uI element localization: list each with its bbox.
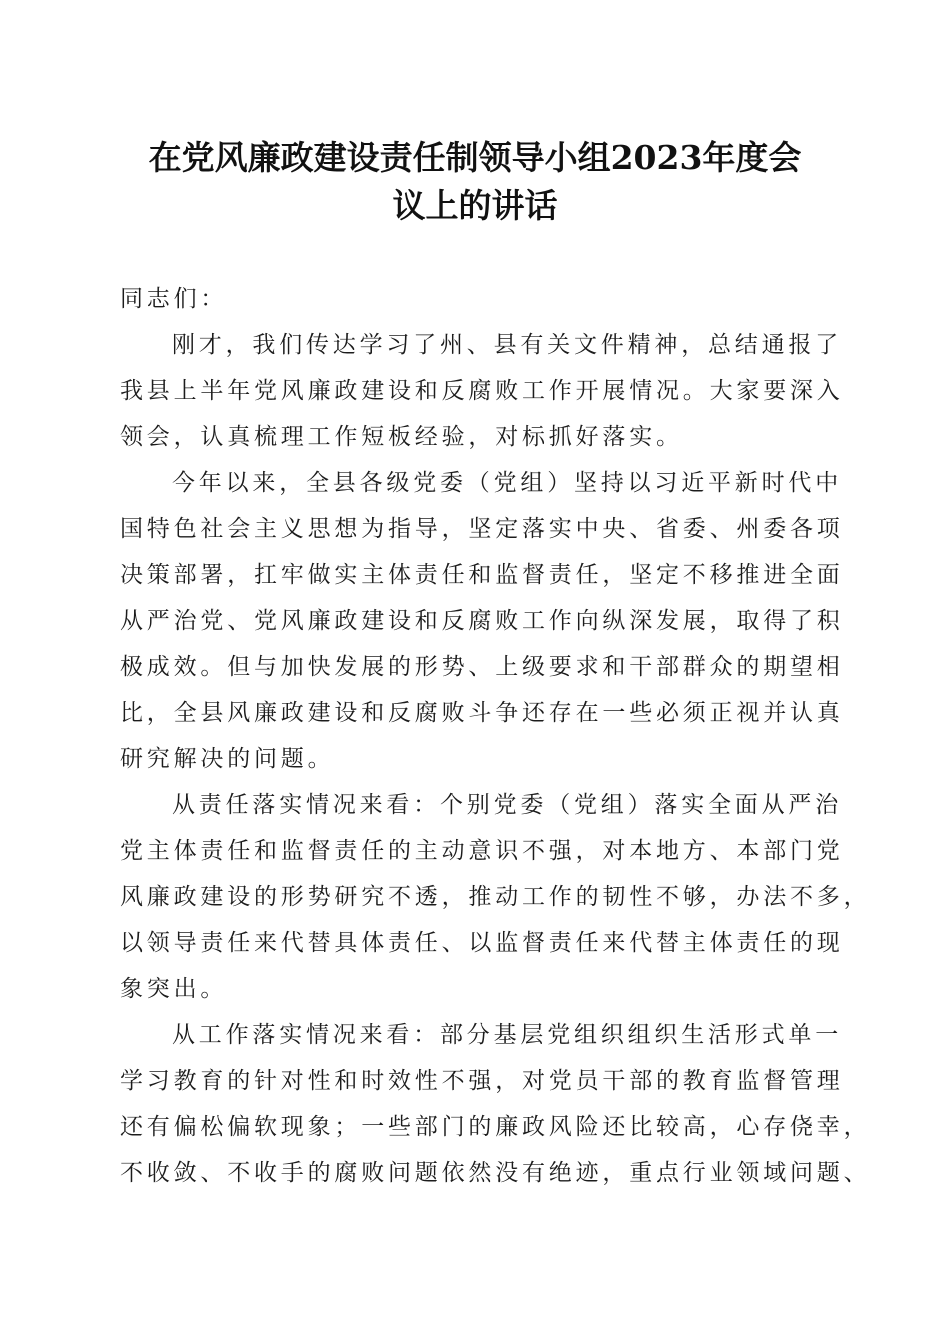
paragraph-line: 还有偏松偏软现象；一些部门的廉政风险还比较高，心存侥幸， xyxy=(120,1114,871,1140)
paragraph-line: 领会，认真梳理工作短板经验，对标抓好落实。 xyxy=(120,424,683,450)
paragraph-line: 以领导责任来代替具体责任、以监督责任来代替主体责任的现 xyxy=(120,930,844,956)
paragraph-line: 今年以来，全县各级党委（党组）坚持以习近平新时代中 xyxy=(172,470,842,496)
paragraph-line: 象突出。 xyxy=(120,976,228,1002)
paragraph-line: 风廉政建设的形势研究不透，推动工作的韧性不够，办法不多， xyxy=(120,884,871,910)
paragraph-1 xyxy=(120,322,844,460)
paragraph-line: 不收敛、不收手的腐败问题依然没有绝迹，重点行业领域问题、 xyxy=(120,1160,871,1186)
paragraph-line: 从责任落实情况来看：个别党委（党组）落实全面从严治 xyxy=(172,792,842,818)
paragraph-line: 比，全县风廉政建设和反腐败斗争还存在一些必须正视并认真 xyxy=(120,700,844,726)
paragraph-line: 决策部署，扛牢做实主体责任和监督责任，坚定不移推进全面 xyxy=(120,562,844,588)
paragraph-4 xyxy=(120,1012,871,1196)
title-line-2: 议上的讲话 xyxy=(392,186,558,225)
paragraph-line: 我县上半年党风廉政建设和反腐败工作开展情况。大家要深入 xyxy=(120,378,844,404)
document-title xyxy=(100,134,850,230)
paragraph-line: 研究解决的问题。 xyxy=(120,746,335,772)
paragraph-line: 国特色社会主义思想为指导，坚定落实中央、省委、州委各项 xyxy=(120,516,844,542)
paragraph-line: 学习教育的针对性和时效性不强，对党员干部的教育监督管理 xyxy=(120,1068,844,1094)
salutation: 同志们： xyxy=(120,286,228,312)
paragraph-line: 党主体责任和监督责任的主动意识不强，对本地方、本部门党 xyxy=(120,838,844,864)
paragraph-line: 极成效。但与加快发展的形势、上级要求和干部群众的期望相 xyxy=(120,654,844,680)
paragraph-line: 从严治党、党风廉政建设和反腐败工作向纵深发展，取得了积 xyxy=(120,608,844,634)
paragraph-line: 从工作落实情况来看：部分基层党组织组织生活形式单一 xyxy=(172,1022,842,1048)
paragraph-2 xyxy=(120,460,844,782)
paragraph-3 xyxy=(120,782,871,1012)
paragraph-line: 刚才，我们传达学习了州、县有关文件精神，总结通报了 xyxy=(172,332,842,358)
document-body xyxy=(120,276,871,1196)
title-line-1: 在党风廉政建设责任制领导小组2023年度会 xyxy=(148,138,802,177)
